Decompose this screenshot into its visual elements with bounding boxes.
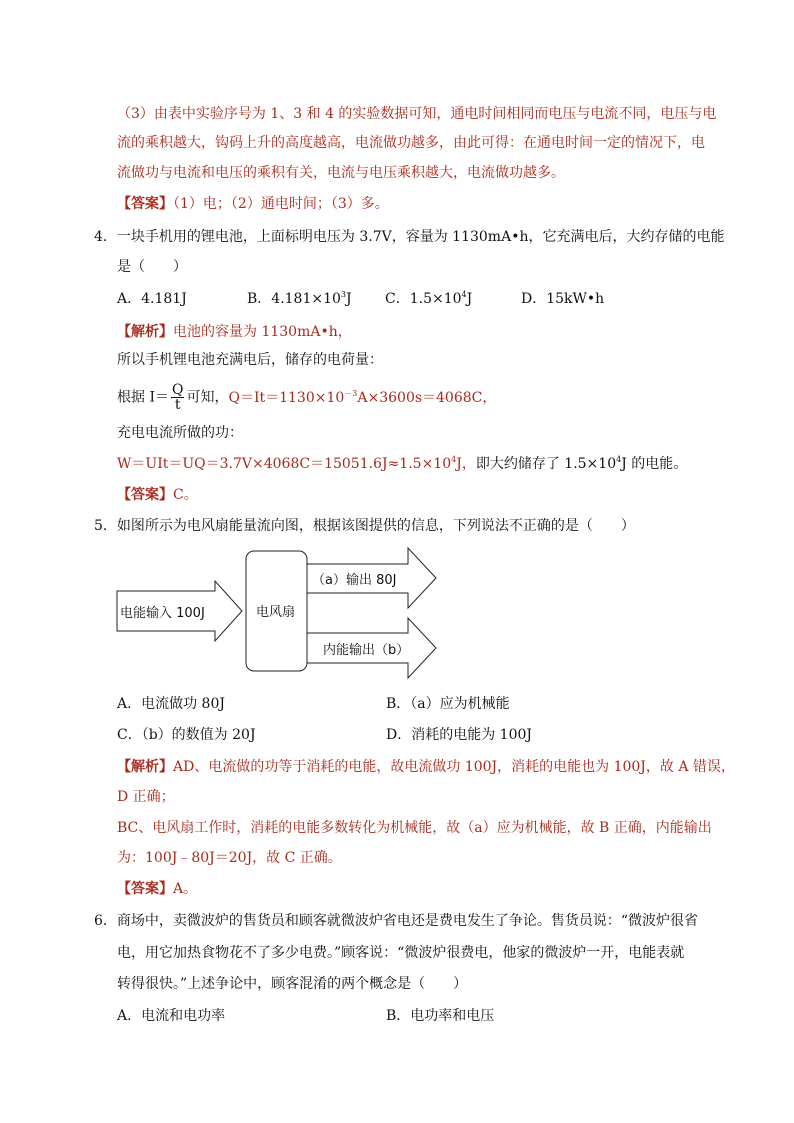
answer-label: 【答案】: [117, 196, 173, 212]
q5-answer: 【答案】A。: [117, 881, 198, 897]
q3-analysis-line2: 流的乘积越大，钩码上升的高度越高，电流做功越多，由此可得：在通电时间一定的情况下，电: [117, 135, 705, 151]
q4-answer: 【答案】C。: [117, 487, 198, 503]
q6-stem-line1: 6．商场中，卖微波炉的售货员和顾客就微波炉省电还是费电发生了争论。售货员说：“微波炉很省: [94, 913, 699, 929]
q4-analysis-line1: 【解析】电池的容量为 1130mA•h，: [117, 324, 352, 340]
analysis-label: 【解析】: [117, 759, 173, 775]
q6-stem-line2: 电，用它加热食物花不了多少电费。”顾客说：“微波炉很费电，他家的微波炉一开，电能表就: [117, 945, 685, 961]
q4-analysis-line3: 根据 I＝ $\frac{Q}{t}$ 可知，$Q=It=1130\times 10^{-3}A\times 3600s=4068C$，: [117, 382, 497, 413]
q5-stem: 5．如图所示为电风扇能量流向图，根据该图提供的信息，下列说法不正确的是（ ）: [94, 518, 635, 534]
output-a-label: （a）输出 80J: [312, 573, 397, 588]
analysis-label: 【解析】: [117, 324, 173, 340]
q5-option-b: B．（a）应为机械能: [386, 696, 510, 712]
q3-analysis-line3: 流做功与电流和电压的乘积有关，电流与电压乘积越大，电流做功越多。: [117, 165, 565, 181]
fraction-q-over-t: $\frac{Q}{t}$: [171, 382, 184, 413]
q3-answer: [117, 194, 389, 214]
q6-option-b: B．电功率和电压: [386, 1008, 495, 1024]
fan-label: 电风扇: [256, 605, 296, 620]
answer-label: 【答案】: [117, 881, 173, 897]
q4-option-d: D．15kW•h: [521, 291, 605, 307]
q5-analysis-line4: 为：100J﹣80J＝20J，故 C 正确。: [117, 850, 342, 866]
q4-analysis-line5: $W=UIt=UQ=3.7V\times 4068C=15051.6J\approx 1.5\times 10^4J$，即大约储存了 $1.5\times 10^4J$ 的电能。: [117, 455, 688, 472]
q5-analysis-line3: BC、电风扇工作时，消耗的电能多数转化为机械能，故（a）应为机械能，故 B 正确，内能输出: [117, 820, 712, 836]
q5-option-d: D．消耗的电能为 100J: [386, 727, 533, 743]
output-b-label: 内能输出（b）: [323, 643, 410, 658]
q4-stem-line1: 4．一块手机用的锂电池，上面标明电压为 3.7V，容量为 1130mA•h，它充满电后，大约存储的电能: [94, 229, 725, 245]
answer-label: 【答案】: [117, 487, 173, 503]
q5-option-c: C．（b）的数值为 20J: [117, 727, 256, 743]
q6-option-a: A．电流和电功率: [117, 1008, 226, 1024]
q5-analysis-line2: D 正确；: [117, 789, 175, 805]
input-label: 电能输入 100J: [120, 606, 205, 621]
q5-option-a: A．电流做功 80J: [117, 696, 225, 712]
q4-option-a: A．4.181J: [117, 291, 187, 307]
q4-analysis-line2: 所以手机锂电池充满电后，储存的电荷量：: [117, 352, 383, 368]
answer-text: （1）电；（2）通电时间；（3）多。: [173, 196, 389, 212]
q3-analysis-line1: （3）由表中实验序号为 1、3 和 4 的实验数据可知，通电时间相同而电压与电流不同，电压与电: [117, 106, 717, 122]
q4-option-c: C．$1.5\times 10^4J$: [385, 290, 473, 307]
q4-option-b: B．$4.181\times 10^3J$: [247, 290, 352, 307]
q6-stem-line3: 转得很快。”上述争论中，顾客混淆的两个概念是（ ）: [117, 976, 468, 992]
q4-analysis-line4: 充电电流所做的功：: [117, 425, 243, 441]
q4-stem-line2: 是（ ）: [117, 259, 187, 275]
q5-analysis-line1: 【解析】AD、电流做的功等于消耗的电能，故电流做功 100J，消耗的电能也为 100J，故 A 错误，: [117, 759, 735, 775]
energy-flow-diagram: [110, 545, 450, 680]
